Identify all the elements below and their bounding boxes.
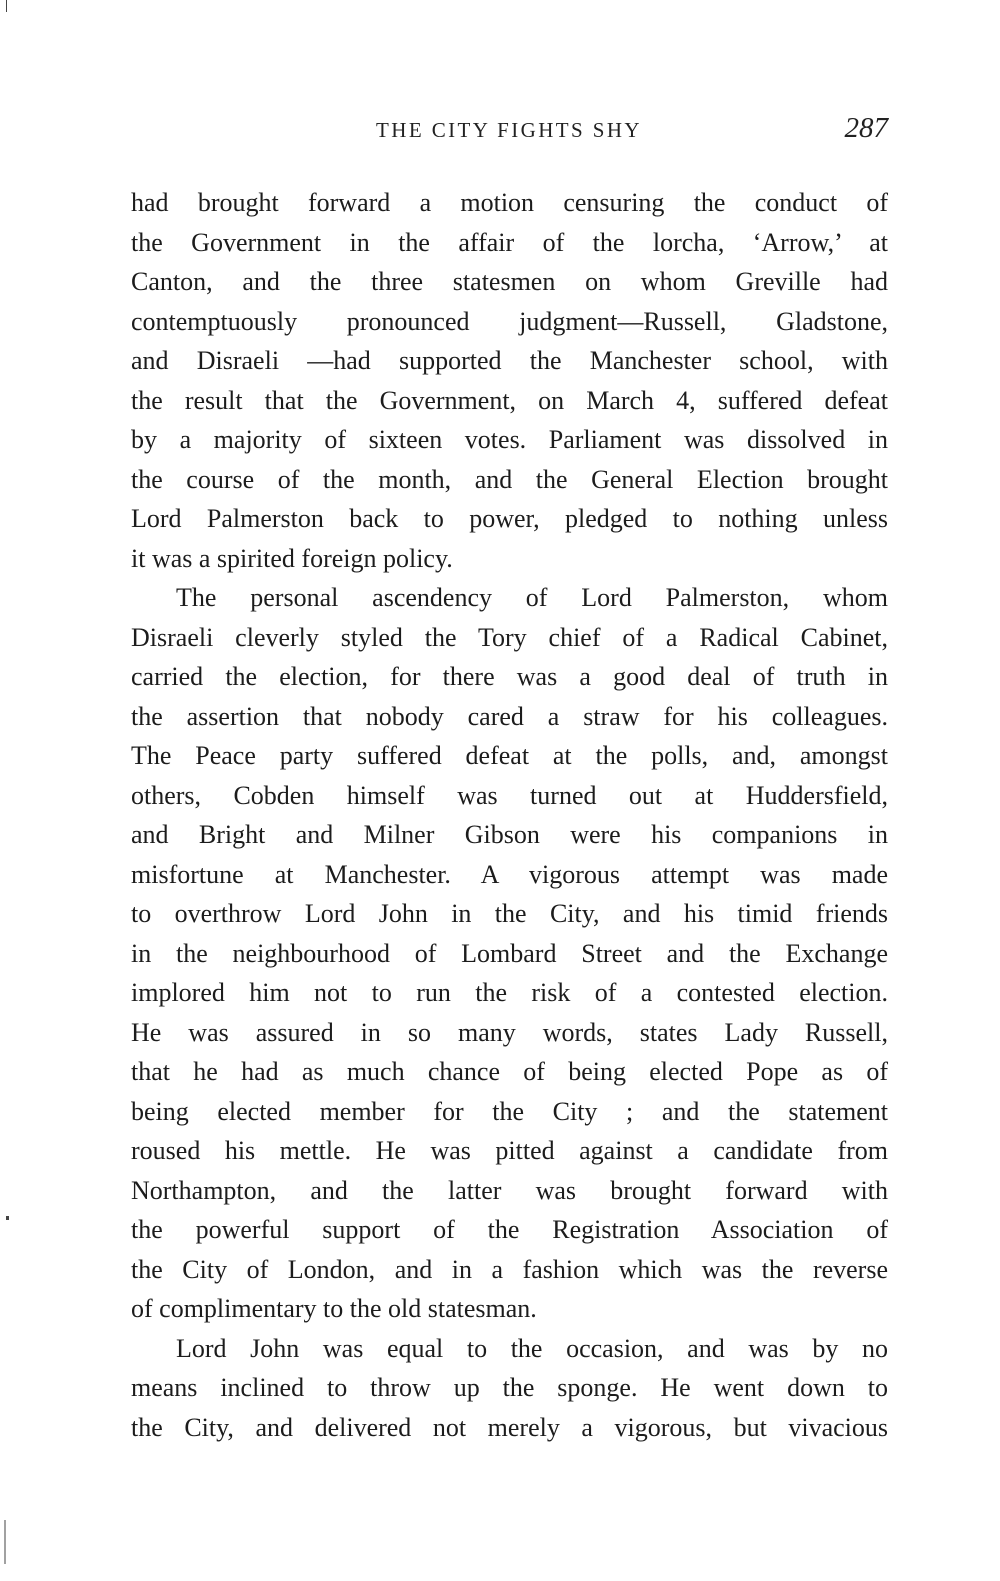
text-line: the City, and delivered not merely a vigorous, but vivacious (131, 1412, 888, 1442)
running-title: THE CITY FIGHTS SHY (376, 118, 642, 142)
scan-speck (6, 0, 7, 12)
text-line: Northampton, and the latter was brought forward with (131, 1175, 888, 1205)
text-line: means inclined to throw up the sponge. He went down to (131, 1373, 888, 1402)
text-line: in the neighbourhood of Lombard Street and the Exchange (131, 938, 888, 968)
text-line: and Bright and Milner Gibson were his companions in (131, 820, 888, 849)
text-line: Canton, and the three statesmen on whom Greville had (131, 267, 888, 296)
text-line: others, Cobden himself was turned out at Huddersfield, (131, 780, 888, 810)
text-line: that he had as much chance of being elected Pope as of (131, 1057, 888, 1086)
text-line: He was assured in so many words, states Lady Russell, (131, 1017, 888, 1047)
text-line: misfortune at Manchester. A vigorous attempt was made (131, 859, 888, 889)
running-head (130, 114, 888, 150)
text-line: by a majority of sixteen votes. Parliament was dissolved in (131, 425, 888, 454)
text-line: carried the election, for there was a good deal of truth in (131, 662, 888, 691)
text-line: the course of the month, and the General Election brought (131, 464, 888, 494)
text-line: The Peace party suffered defeat at the polls, and, amongst (131, 741, 888, 770)
text-line: had brought forward a motion censuring the conduct of (131, 188, 888, 217)
text-line: the powerful support of the Registration Association of (131, 1215, 888, 1244)
text-line: the City of London, and in a fashion which was the reverse (131, 1254, 888, 1284)
text-line: and Disraeli —had supported the Manchester school, with (131, 346, 888, 375)
text-line: the Government in the affair of the lorcha, ‘Arrow,’ at (131, 227, 888, 257)
body-text (131, 183, 888, 1447)
text-line: The personal ascendency of Lord Palmerston, whom (176, 583, 888, 612)
text-line: Lord John was equal to the occasion, and was by no (176, 1333, 888, 1363)
text-line: Lord Palmerston back to power, pledged to nothing unless (131, 504, 888, 533)
text-line: the result that the Government, on March 4, suffered defeat (131, 385, 888, 415)
scan-speck (6, 1216, 9, 1220)
text-line: Disraeli cleverly styled the Tory chief of a Radical Cabinet, (131, 622, 888, 652)
text-line: contemptuously pronounced judgment—Russell, Gladstone, (131, 306, 888, 336)
text-line: of complimentary to the old statesman. (131, 1294, 537, 1323)
text-line: it was a spirited foreign policy. (131, 543, 453, 573)
scan-speck (4, 1520, 6, 1564)
text-line: roused his mettle. He was pitted against a candidate from (131, 1136, 888, 1165)
text-line: implored him not to run the risk of a contested election. (131, 978, 888, 1007)
text-line: being elected member for the City ; and the statement (131, 1096, 888, 1126)
text-line: the assertion that nobody cared a straw for his colleagues. (131, 701, 888, 731)
page-number: 287 (844, 112, 888, 144)
text-line: to overthrow Lord John in the City, and his timid friends (131, 899, 888, 928)
